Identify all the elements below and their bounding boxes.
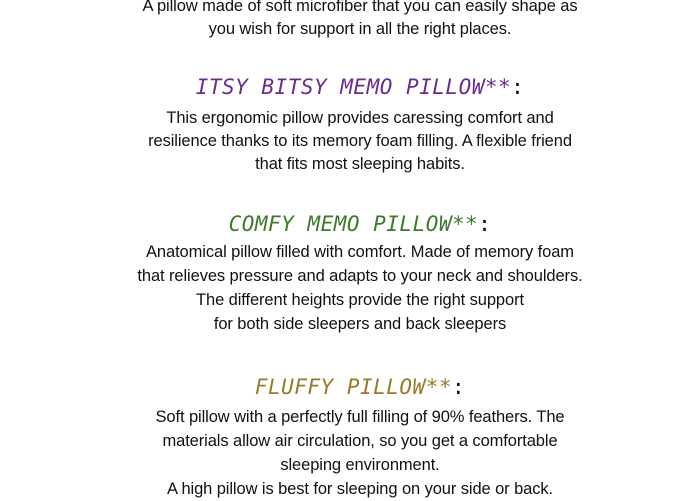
title-colon: : <box>452 375 466 399</box>
itsy-bitsy-line-2: resilience thanks to its memory foam filling. A flexible friend <box>148 132 572 150</box>
itsy-bitsy-line-3: that fits most sleeping habits. <box>255 155 465 173</box>
section-title-text: COMFY MEMO PILLOW** <box>228 212 479 236</box>
fluffy-line-3: sleeping environment. <box>280 456 440 474</box>
itsy-bitsy-line-1: This ergonomic pillow provides caressing comfort and <box>166 109 554 127</box>
section-title-text: FLUFFY PILLOW** <box>254 375 452 399</box>
intro-line-2: you wish for support in all the right places. <box>208 20 512 38</box>
intro-line-1: A pillow made of soft microfiber that you can easily shape as <box>142 0 578 15</box>
comfy-memo-line-2: that relieves pressure and adapts to your neck and shoulders. <box>137 267 583 285</box>
comfy-memo-line-1: Anatomical pillow filled with comfort. Made of memory foam <box>146 243 574 261</box>
title-colon: : <box>511 75 525 99</box>
comfy-memo-line-4: for both side sleepers and back sleepers <box>213 315 507 333</box>
title-colon: : <box>478 212 492 236</box>
fluffy-line-2: materials allow air circulation, so you get a comfortable <box>162 432 558 450</box>
fluffy-line-4: A high pillow is best for sleeping on your side or back. <box>166 480 554 498</box>
section-title-text: ITSY BITSY MEMO PILLOW** <box>195 75 512 99</box>
section-title-itsy-bitsy <box>0 73 700 101</box>
fluffy-line-1: Soft pillow with a perfectly full filling of 90% feathers. The <box>155 408 565 426</box>
section-title-comfy-memo <box>0 210 700 238</box>
comfy-memo-line-3: The different heights provide the right support <box>196 291 524 309</box>
section-title-fluffy <box>0 373 700 401</box>
